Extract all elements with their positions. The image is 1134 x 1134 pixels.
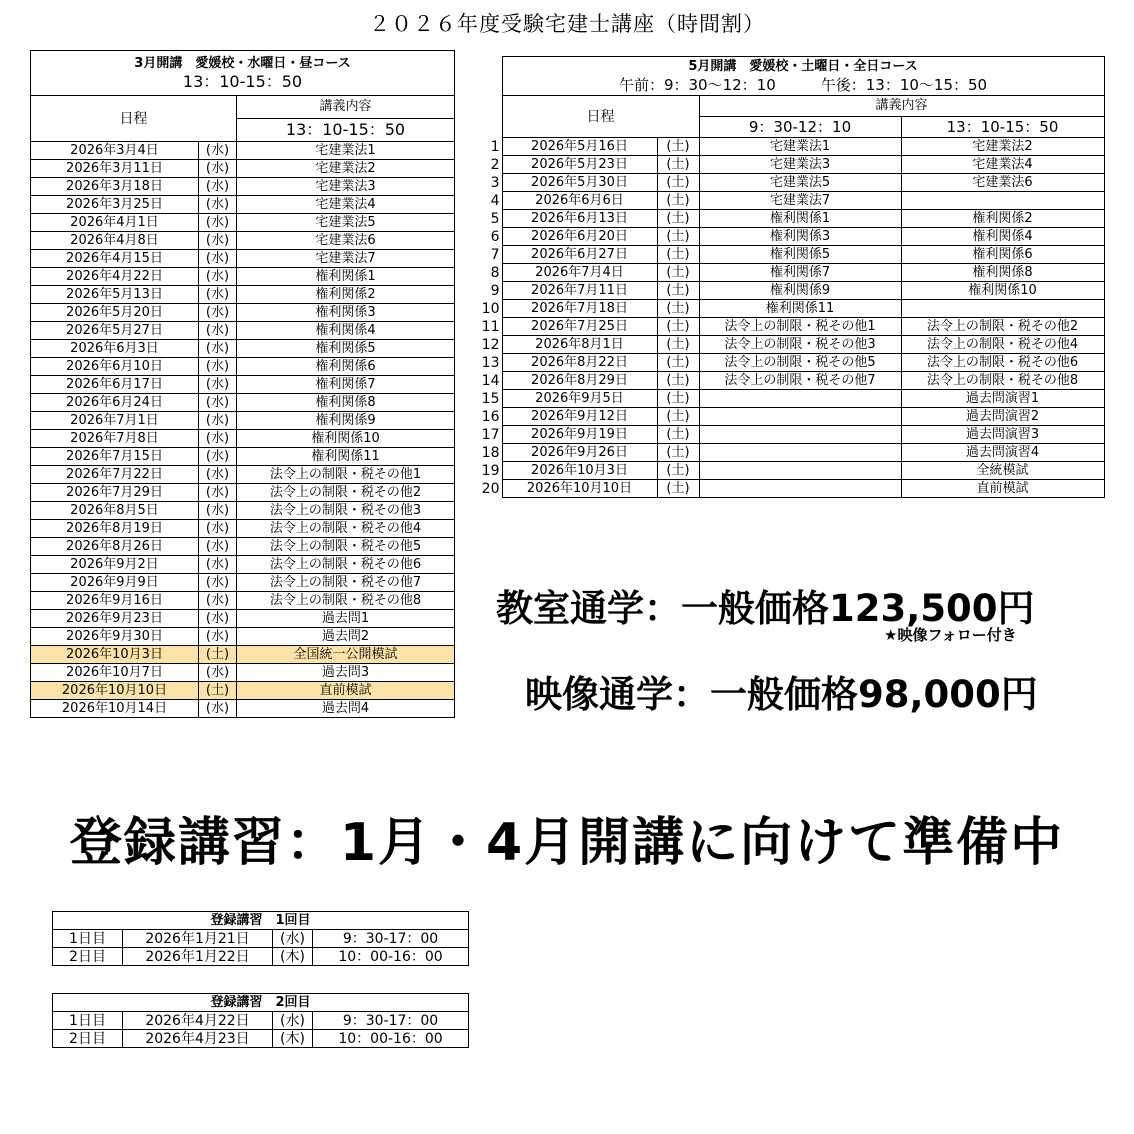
classroom-price-note: ★映像フォロー付き — [884, 626, 1017, 644]
may-day-cell: (土) — [657, 228, 699, 246]
march-day-cell: (水) — [199, 628, 237, 646]
may-day-cell: (土) — [657, 174, 699, 192]
may-pm-cell: 権利関係2 — [901, 210, 1104, 228]
may-day-cell: (土) — [657, 156, 699, 174]
march-day-cell: (水) — [199, 376, 237, 394]
march-date-cell: 2026年3月4日 — [31, 142, 199, 160]
march-content-cell: 法令上の制限・税その他2 — [237, 484, 455, 502]
march-day-cell: (水) — [199, 574, 237, 592]
may-n-cell: 19 — [481, 462, 500, 479]
may-am-cell: 権利関係1 — [699, 210, 901, 228]
may-course-table — [476, 56, 1105, 498]
may-n-cell: 7 — [490, 246, 500, 263]
march-date-cell: 2026年8月5日 — [31, 502, 199, 520]
march-content-cell: 過去問3 — [237, 664, 455, 682]
may-am-cell: 法令上の制限・税その他1 — [699, 318, 901, 336]
march-content-cell: 権利関係10 — [237, 430, 455, 448]
may-day-cell: (土) — [657, 354, 699, 372]
may-n-cell: 14 — [481, 372, 500, 389]
march-date-cell: 2026年9月16日 — [31, 592, 199, 610]
march-content-cell: 過去問1 — [237, 610, 455, 628]
march-content-cell: 宅建業法1 — [237, 142, 455, 160]
may-day-cell: (土) — [657, 300, 699, 318]
table-row — [31, 466, 455, 484]
march-day-cell: (水) — [199, 466, 237, 484]
may-day-cell: (土) — [657, 210, 699, 228]
table-row — [31, 268, 455, 286]
may-n-cell: 5 — [490, 210, 500, 227]
march-date-cell: 2026年3月18日 — [31, 178, 199, 196]
may-n-cell: 3 — [490, 174, 500, 191]
table-row — [31, 664, 455, 682]
march-date-cell: 2026年5月27日 — [31, 322, 199, 340]
may-pm-cell: 法令上の制限・税その他8 — [901, 372, 1104, 390]
march-day-cell: (土) — [199, 646, 237, 664]
march-day-cell: (水) — [199, 196, 237, 214]
march-date-cell: 2026年9月30日 — [31, 628, 199, 646]
table-row — [31, 646, 455, 664]
table-row — [31, 520, 455, 538]
may-date-cell: 2026年7月11日 — [502, 282, 657, 300]
table-row — [31, 574, 455, 592]
table-row — [31, 376, 455, 394]
march-day-cell: (水) — [199, 520, 237, 538]
table-row — [476, 210, 1104, 228]
march-date-cell: 2026年8月26日 — [31, 538, 199, 556]
table-row — [476, 228, 1104, 246]
march-content-cell: 全国統一公開模試 — [237, 646, 455, 664]
march-day-cell: (水) — [199, 502, 237, 520]
may-n-cell: 16 — [481, 408, 500, 425]
table-row — [476, 246, 1104, 264]
registration-session-1-table — [52, 911, 469, 966]
may-date-cell: 2026年9月12日 — [502, 408, 657, 426]
march-content-header: 講義内容 — [237, 96, 455, 119]
may-day-cell: (土) — [657, 336, 699, 354]
march-content-cell: 法令上の制限・税その他1 — [237, 466, 455, 484]
table-row — [31, 538, 455, 556]
table-row — [31, 628, 455, 646]
may-pm-cell: 過去問演習3 — [901, 426, 1104, 444]
table-row — [476, 336, 1104, 354]
march-content-cell: 権利関係6 — [237, 358, 455, 376]
may-date-cell: 2026年7月4日 — [502, 264, 657, 282]
may-pm-cell: 権利関係8 — [901, 264, 1104, 282]
march-content-cell: 権利関係2 — [237, 286, 455, 304]
march-date-cell: 2026年4月15日 — [31, 250, 199, 268]
table-row — [476, 264, 1104, 282]
table-row — [31, 160, 455, 178]
march-date-cell: 2026年4月8日 — [31, 232, 199, 250]
may-day-cell: (土) — [657, 426, 699, 444]
march-date-cell: 2026年10月7日 — [31, 664, 199, 682]
may-am-cell: 権利関係9 — [699, 282, 901, 300]
march-content-cell: 法令上の制限・税その他7 — [237, 574, 455, 592]
table-row — [31, 214, 455, 232]
may-date-cell: 2026年8月29日 — [502, 372, 657, 390]
may-day-cell: (土) — [657, 372, 699, 390]
table-row — [476, 282, 1104, 300]
march-content-cell: 法令上の制限・税その他5 — [237, 538, 455, 556]
march-date-cell: 2026年4月1日 — [31, 214, 199, 232]
may-day-cell: (土) — [657, 390, 699, 408]
march-date-cell: 2026年7月29日 — [31, 484, 199, 502]
may-n-cell: 15 — [481, 390, 500, 407]
march-course-title: 3月開講 愛媛校・水曜日・昼コース 13：10-15：50 — [31, 51, 455, 96]
may-am-cell: 法令上の制限・税その他7 — [699, 372, 901, 390]
march-content-cell: 直前模試 — [237, 682, 455, 700]
table-row — [476, 480, 1104, 498]
march-date-cell: 2026年7月15日 — [31, 448, 199, 466]
may-am-cell: 宅建業法5 — [699, 174, 901, 192]
table-row — [476, 156, 1104, 174]
table-row — [31, 304, 455, 322]
may-date-cell: 2026年7月18日 — [502, 300, 657, 318]
march-content-cell: 権利関係1 — [237, 268, 455, 286]
registration-banner: 登録講習：1月・4月開講に向けて準備中 — [69, 813, 1065, 873]
march-content-cell: 宅建業法3 — [237, 178, 455, 196]
table-row — [31, 556, 455, 574]
may-am-cell — [699, 480, 901, 498]
may-day-cell: (土) — [657, 138, 699, 156]
table-row: 2日目 2026年4月23日 (木) 10：00-16：00 — [53, 1030, 469, 1048]
march-day-cell: (水) — [199, 232, 237, 250]
table-row: 1日目 2026年4月22日 (水) 9：30-17：00 — [53, 1012, 469, 1030]
may-day-cell: (土) — [657, 480, 699, 498]
march-day-cell: (水) — [199, 160, 237, 178]
may-course-title: 5月開講 愛媛校・土曜日・全日コース 午前：9：30～12：10 午後：13：10～15：50 — [502, 57, 1104, 96]
registration-session-title: 登録講習 1回目 — [53, 912, 469, 930]
may-pm-cell: 権利関係10 — [901, 282, 1104, 300]
may-n-cell: 8 — [490, 264, 500, 281]
march-date-cell: 2026年4月22日 — [31, 268, 199, 286]
march-day-cell: (土) — [199, 682, 237, 700]
may-n-cell: 18 — [481, 444, 500, 461]
march-content-cell: 宅建業法7 — [237, 250, 455, 268]
may-pm-cell: 権利関係4 — [901, 228, 1104, 246]
march-day-cell: (水) — [199, 556, 237, 574]
march-date-cell: 2026年10月3日 — [31, 646, 199, 664]
may-pm-cell — [901, 192, 1104, 210]
march-day-cell: (水) — [199, 358, 237, 376]
may-date-cell: 2026年6月20日 — [502, 228, 657, 246]
march-day-cell: (水) — [199, 340, 237, 358]
table-row — [476, 300, 1104, 318]
may-am-cell: 法令上の制限・税その他3 — [699, 336, 901, 354]
may-date-cell: 2026年5月16日 — [502, 138, 657, 156]
may-date-cell: 2026年10月10日 — [502, 480, 657, 498]
march-date-cell: 2026年6月17日 — [31, 376, 199, 394]
march-day-cell: (水) — [199, 538, 237, 556]
march-day-cell: (水) — [199, 448, 237, 466]
table-row — [476, 354, 1104, 372]
march-day-cell: (水) — [199, 610, 237, 628]
table-row — [476, 462, 1104, 480]
march-day-cell: (水) — [199, 142, 237, 160]
march-content-cell: 法令上の制限・税その他8 — [237, 592, 455, 610]
may-n-cell: 20 — [481, 480, 500, 497]
table-row — [476, 138, 1104, 156]
march-date-cell: 2026年10月10日 — [31, 682, 199, 700]
table-row — [31, 412, 455, 430]
march-content-cell: 宅建業法4 — [237, 196, 455, 214]
may-day-cell: (土) — [657, 192, 699, 210]
table-row — [476, 444, 1104, 462]
may-n-cell: 11 — [481, 318, 500, 335]
registration-session-title: 登録講習 2回目 — [53, 994, 469, 1012]
march-content-cell: 権利関係9 — [237, 412, 455, 430]
may-am-cell: 権利関係7 — [699, 264, 901, 282]
march-schedule-header: 日程 — [31, 96, 237, 142]
may-n-cell: 4 — [490, 192, 500, 209]
may-am-cell — [699, 408, 901, 426]
may-am-header: 9：30-12：10 — [699, 117, 901, 138]
may-am-cell: 法令上の制限・税その他5 — [699, 354, 901, 372]
may-day-cell: (土) — [657, 282, 699, 300]
may-date-cell: 2026年9月19日 — [502, 426, 657, 444]
march-date-cell: 2026年3月11日 — [31, 160, 199, 178]
march-content-cell: 権利関係7 — [237, 376, 455, 394]
may-day-cell: (土) — [657, 462, 699, 480]
table-row — [31, 178, 455, 196]
march-content-cell: 権利関係4 — [237, 322, 455, 340]
march-day-cell: (水) — [199, 322, 237, 340]
may-n-cell: 12 — [481, 336, 500, 353]
march-date-cell: 2026年5月20日 — [31, 304, 199, 322]
march-date-cell: 2026年10月14日 — [31, 700, 199, 718]
march-date-cell: 2026年6月10日 — [31, 358, 199, 376]
may-date-cell: 2026年9月26日 — [502, 444, 657, 462]
may-date-cell: 2026年5月23日 — [502, 156, 657, 174]
march-date-cell: 2026年9月9日 — [31, 574, 199, 592]
table-row — [476, 408, 1104, 426]
may-date-cell: 2026年6月13日 — [502, 210, 657, 228]
may-schedule-header: 日程 — [502, 96, 699, 138]
march-date-cell: 2026年7月8日 — [31, 430, 199, 448]
march-content-cell: 過去問4 — [237, 700, 455, 718]
table-row — [31, 394, 455, 412]
march-content-cell: 権利関係3 — [237, 304, 455, 322]
march-date-cell: 2026年9月23日 — [31, 610, 199, 628]
may-date-cell: 2026年9月5日 — [502, 390, 657, 408]
march-day-cell: (水) — [199, 214, 237, 232]
march-course-table — [30, 50, 455, 718]
march-content-cell: 宅建業法6 — [237, 232, 455, 250]
march-date-cell: 2026年5月13日 — [31, 286, 199, 304]
may-n-cell: 2 — [490, 156, 500, 173]
table-row — [31, 196, 455, 214]
march-day-cell: (水) — [199, 484, 237, 502]
may-n-cell: 10 — [481, 300, 500, 317]
table-row — [476, 390, 1104, 408]
may-content-header: 講義内容 — [699, 96, 1104, 117]
may-pm-cell: 宅建業法6 — [901, 174, 1104, 192]
march-content-cell: 法令上の制限・税その他4 — [237, 520, 455, 538]
may-n-cell: 17 — [481, 426, 500, 443]
page-title: ２０２６年度受験宅建士講座（時間割） — [369, 12, 765, 36]
may-day-cell: (土) — [657, 318, 699, 336]
march-date-cell: 2026年9月2日 — [31, 556, 199, 574]
table-row — [31, 250, 455, 268]
march-content-cell: 宅建業法2 — [237, 160, 455, 178]
may-pm-cell: 直前模試 — [901, 480, 1104, 498]
table-row — [31, 592, 455, 610]
table-row — [476, 372, 1104, 390]
may-am-cell — [699, 444, 901, 462]
march-day-cell: (水) — [199, 268, 237, 286]
may-date-cell: 2026年6月27日 — [502, 246, 657, 264]
may-day-cell: (土) — [657, 408, 699, 426]
may-pm-cell: 過去問演習2 — [901, 408, 1104, 426]
march-date-cell: 2026年6月3日 — [31, 340, 199, 358]
may-am-cell: 権利関係11 — [699, 300, 901, 318]
table-row — [31, 682, 455, 700]
may-am-cell: 宅建業法1 — [699, 138, 901, 156]
may-day-cell: (土) — [657, 264, 699, 282]
table-row — [31, 322, 455, 340]
march-date-cell: 2026年6月24日 — [31, 394, 199, 412]
march-content-cell: 過去問2 — [237, 628, 455, 646]
table-row — [31, 502, 455, 520]
table-row: 2日目 2026年1月22日 (木) 10：00-16：00 — [53, 948, 469, 966]
table-row — [31, 610, 455, 628]
may-pm-cell — [901, 300, 1104, 318]
march-day-cell: (水) — [199, 430, 237, 448]
may-date-cell: 2026年5月30日 — [502, 174, 657, 192]
may-am-cell — [699, 426, 901, 444]
table-row — [31, 340, 455, 358]
march-content-cell: 権利関係11 — [237, 448, 455, 466]
may-pm-cell: 宅建業法2 — [901, 138, 1104, 156]
march-content-cell: 法令上の制限・税その他3 — [237, 502, 455, 520]
table-row — [31, 286, 455, 304]
table-row — [31, 142, 455, 160]
may-day-cell: (土) — [657, 444, 699, 462]
march-date-cell: 2026年8月19日 — [31, 520, 199, 538]
march-day-cell: (水) — [199, 664, 237, 682]
video-price: 映像通学：一般価格98,000円 — [525, 673, 1038, 716]
may-date-cell: 2026年7月25日 — [502, 318, 657, 336]
table-row — [31, 484, 455, 502]
march-day-cell: (水) — [199, 250, 237, 268]
table-row — [31, 430, 455, 448]
may-pm-cell: 権利関係6 — [901, 246, 1104, 264]
march-content-cell: 宅建業法5 — [237, 214, 455, 232]
table-row — [31, 358, 455, 376]
table-row — [476, 174, 1104, 192]
may-date-cell: 2026年8月22日 — [502, 354, 657, 372]
may-pm-cell: 過去問演習4 — [901, 444, 1104, 462]
may-pm-cell: 全統模試 — [901, 462, 1104, 480]
table-row — [476, 192, 1104, 210]
march-day-cell: (水) — [199, 304, 237, 322]
may-am-cell: 宅建業法7 — [699, 192, 901, 210]
may-am-cell — [699, 390, 901, 408]
march-day-cell: (水) — [199, 394, 237, 412]
may-pm-cell: 法令上の制限・税その他6 — [901, 354, 1104, 372]
may-pm-header: 13：10-15：50 — [901, 117, 1104, 138]
table-row — [31, 232, 455, 250]
may-date-cell: 2026年10月3日 — [502, 462, 657, 480]
table-row: 1日目 2026年1月21日 (水) 9：30-17：00 — [53, 930, 469, 948]
march-content-cell: 権利関係8 — [237, 394, 455, 412]
march-day-cell: (水) — [199, 286, 237, 304]
march-content-cell: 法令上の制限・税その他6 — [237, 556, 455, 574]
may-pm-cell: 法令上の制限・税その他4 — [901, 336, 1104, 354]
march-day-cell: (水) — [199, 178, 237, 196]
may-am-cell: 権利関係5 — [699, 246, 901, 264]
march-date-cell: 2026年7月22日 — [31, 466, 199, 484]
may-day-cell: (土) — [657, 246, 699, 264]
may-date-cell: 2026年8月1日 — [502, 336, 657, 354]
classroom-price: 教室通学：一般価格123,500円 — [496, 587, 1035, 630]
may-n-cell: 9 — [490, 282, 500, 299]
may-pm-cell: 過去問演習1 — [901, 390, 1104, 408]
may-n-cell: 13 — [481, 354, 500, 371]
march-content-cell: 権利関係5 — [237, 340, 455, 358]
march-time-header: 13：10-15：50 — [237, 119, 455, 142]
may-pm-cell: 宅建業法4 — [901, 156, 1104, 174]
may-am-cell: 宅建業法3 — [699, 156, 901, 174]
may-pm-cell: 法令上の制限・税その他2 — [901, 318, 1104, 336]
may-n-cell: 1 — [490, 138, 500, 155]
may-n-cell: 6 — [490, 228, 500, 245]
march-day-cell: (水) — [199, 592, 237, 610]
may-date-cell: 2026年6月6日 — [502, 192, 657, 210]
march-date-cell: 2026年7月1日 — [31, 412, 199, 430]
table-row — [31, 448, 455, 466]
registration-session-2-table — [52, 993, 469, 1048]
table-row — [31, 700, 455, 718]
table-row — [476, 426, 1104, 444]
may-am-cell — [699, 462, 901, 480]
march-date-cell: 2026年3月25日 — [31, 196, 199, 214]
may-am-cell: 権利関係3 — [699, 228, 901, 246]
march-day-cell: (水) — [199, 412, 237, 430]
march-day-cell: (水) — [199, 700, 237, 718]
table-row — [476, 318, 1104, 336]
